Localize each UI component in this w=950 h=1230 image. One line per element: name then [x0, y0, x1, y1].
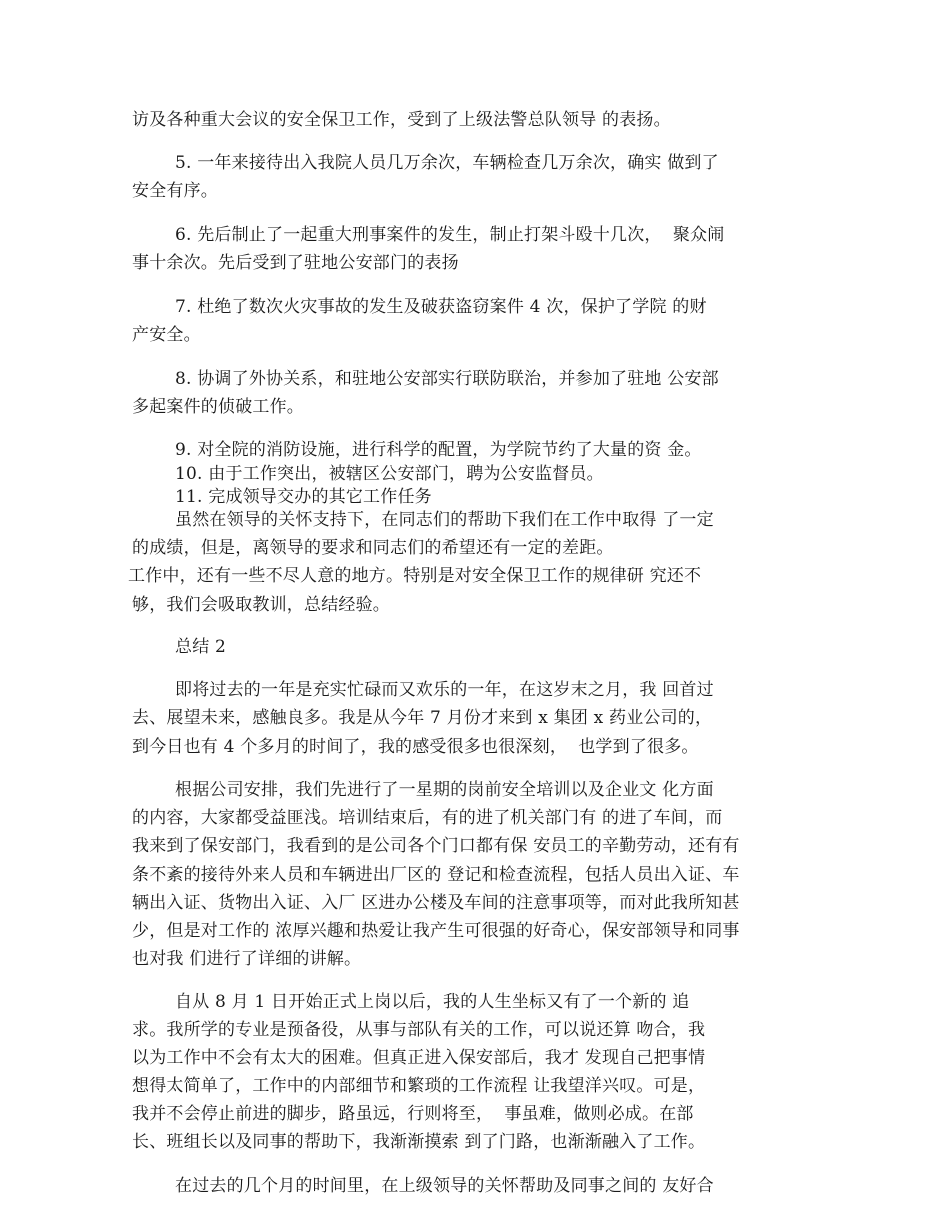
text-line: 8. 协调了外协关系，和驻地公安部实行联防联治，并参加了驻地 公安部 [175, 369, 719, 389]
text-line: 辆出入证、货物出入证、入厂 区进办公楼及车间的注意事项等，而对此我所知甚 [132, 893, 740, 913]
text-line: 工作中，还有一些不尽人意的地方。特别是对安全保卫工作的规律研 究还不 [128, 566, 702, 586]
text-line: 长、班组长以及同事的帮助下，我渐渐摸索 到了门路，也渐渐融入了工作。 [132, 1132, 706, 1152]
text-line: 即将过去的一年是充实忙碌而又欢乐的一年，在这岁末之月，我 回首过 [175, 680, 714, 700]
text-line: 够，我们会吸取教训，总结经验。 [132, 595, 390, 615]
text-line: 产安全。 [132, 325, 201, 345]
text-line: 虽然在领导的关怀支持下，在同志们的帮助下我们在工作中取得 了一定 [175, 510, 714, 530]
text-line: 事十余次。先后受到了驻地公安部门的表扬 [132, 253, 459, 273]
text-line: 我并不会停止前进的脚步，路虽远，行则将至， 事虽难，做则必成。在部 [132, 1104, 694, 1124]
text-line: 求。我所学的专业是预备役，从事与部队有关的工作，可以说还算 吻合，我 [132, 1020, 706, 1040]
text-line: 我来到了保安部门，我看到的是公司各个门口都有保 安员工的辛勤劳动，还有有 [132, 836, 740, 856]
text-line: 5. 一年来接待出入我院人员几万余次，车辆检查几万余次，确实 做到了 [175, 153, 719, 173]
text-line: 多起案件的侦破工作。 [132, 397, 304, 417]
text-line: 10. 由于工作突出，被辖区公安部门，聘为公安监督员。 [175, 464, 604, 484]
text-line: 以为工作中不会有太大的困难。但真正进入保安部后，我才 发现自己把事情 [132, 1048, 706, 1068]
text-line: 的内容，大家都受益匪浅。培训结束后，有的进了机关部门有 的进了车间，而 [132, 808, 723, 828]
text-line: 条不紊的接待外来人员和车辆进出厂区的 登记和检查流程，包括人员出入证、车 [132, 865, 740, 885]
text-line: 去、展望未来，感触良多。我是从今年 7 月份才来到 x 集团 x 药业公司的， [132, 708, 713, 728]
section-heading: 总结 2 [175, 637, 227, 657]
text-line: 也对我 们进行了详细的讲解。 [132, 949, 362, 969]
text-line: 7. 杜绝了数次火灾事故的发生及破获盗窃案件 4 次，保护了学院 的财 [175, 297, 707, 317]
text-line: 11. 完成领导交办的其它工作任务 [175, 487, 432, 507]
text-line: 想得太简单了，工作中的内部细节和繁琐的工作流程 让我望洋兴叹。可是， [132, 1076, 706, 1096]
text-line: 6. 先后制止了一起重大刑事案件的发生，制止打架斗殴十几次， 聚众闹 [175, 225, 725, 245]
text-line: 根据公司安排，我们先进行了一星期的岗前安全培训以及企业文 化方面 [175, 780, 714, 800]
text-line: 的成绩，但是，离领导的要求和同志们的希望还有一定的差距。 [132, 538, 614, 558]
text-line: 在过去的几个月的时间里，在上级领导的关怀帮助及同事之间的 友好合 [175, 1176, 714, 1196]
text-line: 安全有序。 [132, 181, 218, 201]
text-line: 到今日也有 4 个多月的时间了，我的感受很多也很深刻， 也学到了很多。 [132, 737, 699, 757]
text-line: 自从 8 月 1 日开始正式上岗以后，我的人生坐标又有了一个新的 追 [175, 992, 690, 1012]
text-line: 9. 对全院的消防设施，进行科学的配置，为学院节约了大量的资 金。 [175, 440, 702, 460]
text-line: 访及各种重大会议的安全保卫工作，受到了上级法警总队领导 的表扬。 [132, 110, 671, 130]
text-line: 少，但是对工作的 浓厚兴趣和热爱让我产生可很强的好奇心，保安部领导和同事 [132, 921, 740, 941]
